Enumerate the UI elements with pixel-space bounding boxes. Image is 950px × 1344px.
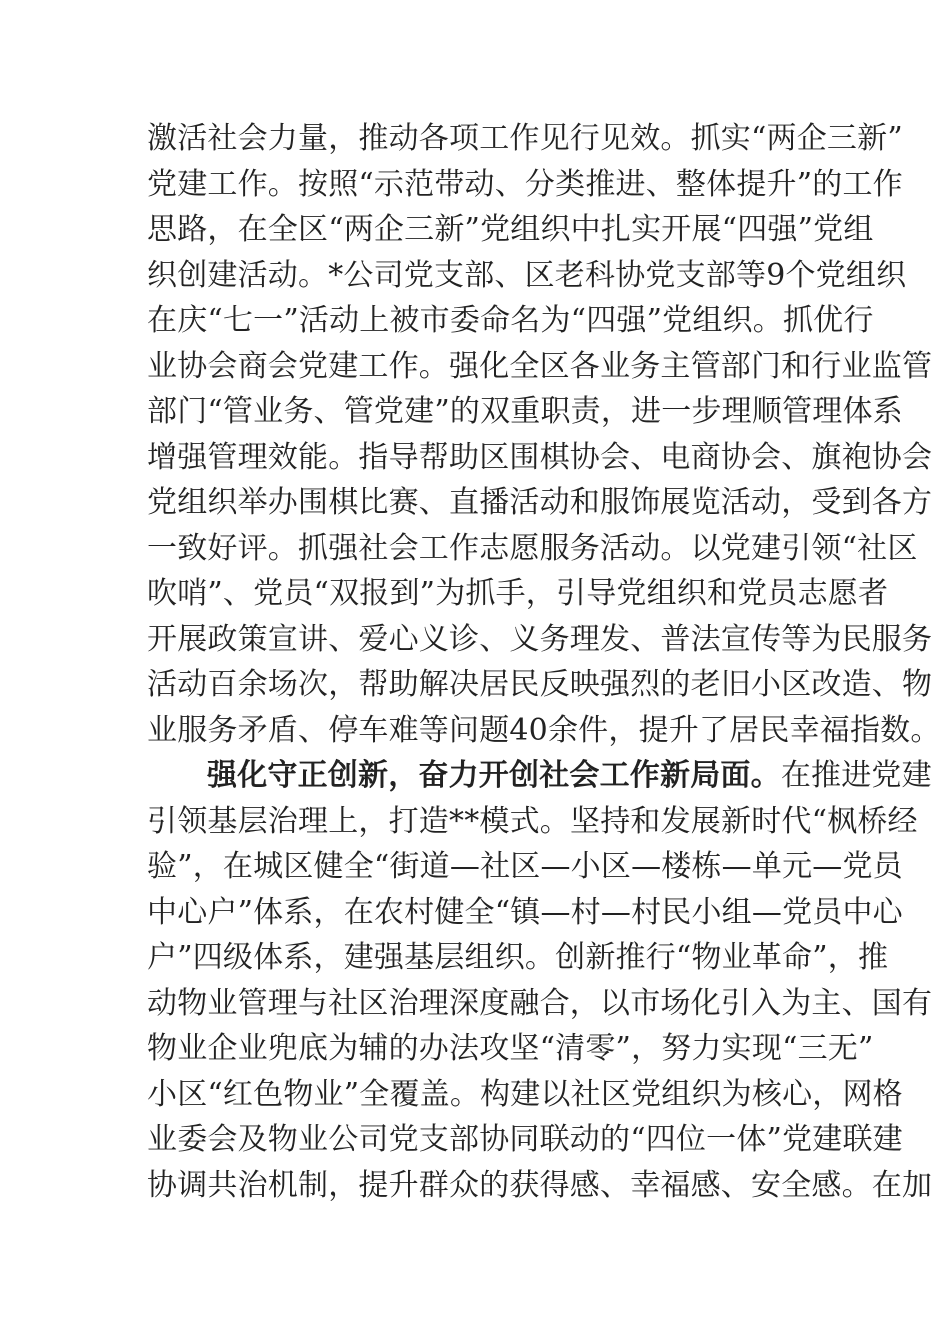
paragraph-2 <box>147 753 933 1208</box>
paragraph-line: 在庆“七一”活动上被市委命名为“四强”党组织。抓优行 <box>147 303 874 338</box>
paragraph-line: 业协会商会党建工作。强化全区各业务主管部门和行业监管 <box>147 348 933 384</box>
paragraph-line: 小区“红色物业”全覆盖。构建以社区党组织为核心，网格 <box>147 1076 903 1112</box>
paragraph-line: 物业企业兜底为辅的办法攻坚“清零”，努力实现“三无” <box>147 1031 874 1066</box>
paragraph-line: 协调共治机制，提升群众的获得感、幸福感、安全感。在加 <box>147 1167 933 1203</box>
paragraph-line: 思路，在全区“两企三新”党组织中扎实开展“四强”党组 <box>147 212 874 247</box>
paragraph-text: 在推进党建 <box>780 758 932 793</box>
paragraph-line: 织创建活动。*公司党支部、区老科协党支部等9个党组织 <box>147 257 907 293</box>
document-body <box>147 116 941 1208</box>
paragraph-line: 激活社会力量，推动各项工作见行见效。抓实“两企三新” <box>147 121 903 156</box>
paragraph-line: 党组织举办围棋比赛、直播活动和服饰展览活动，受到各方 <box>147 485 933 520</box>
paragraph-1 <box>147 116 941 753</box>
paragraph-line: 动物业管理与社区治理深度融合，以市场化引入为主、国有 <box>147 985 933 1021</box>
paragraph-line: 中心户”体系，在农村健全“镇—村—村民小组—党员中心 <box>147 894 903 930</box>
paragraph-line: 业服务矛盾、停车难等问题40余件，提升了居民幸福指数。 <box>147 712 941 748</box>
paragraph-heading: 强化守正创新，奋力开创社会工作新局面。 <box>207 758 781 793</box>
paragraph-first-line <box>147 753 932 799</box>
paragraph-line: 业委会及物业公司党支部协同联动的“四位一体”党建联建 <box>147 1122 903 1157</box>
paragraph-line: 增强管理效能。指导帮助区围棋协会、电商协会、旗袍协会 <box>147 439 933 475</box>
paragraph-line: 验”，在城区健全“街道—社区—小区—楼栋—单元—党员 <box>147 849 903 884</box>
paragraph-line: 引领基层治理上，打造**模式。坚持和发展新时代“枫桥经 <box>147 803 918 839</box>
paragraph-line: 部门“管业务、管党建”的双重职责，进一步理顺管理体系 <box>147 394 903 429</box>
paragraph-line: 党建工作。按照“示范带动、分类推进、整体提升”的工作 <box>147 166 903 202</box>
paragraph-line: 活动百余场次，帮助解决居民反映强烈的老旧小区改造、物 <box>147 667 933 702</box>
paragraph-line: 吹哨”、党员“双报到”为抓手，引导党组织和党员志愿者 <box>147 576 889 611</box>
paragraph-line: 一致好评。抓强社会工作志愿服务活动。以党建引领“社区 <box>147 530 918 566</box>
paragraph-line: 开展政策宣讲、爱心义诊、义务理发、普法宣传等为民服务 <box>147 621 933 657</box>
paragraph-line: 户”四级体系，建强基层组织。创新推行“物业革命”，推 <box>147 940 889 975</box>
